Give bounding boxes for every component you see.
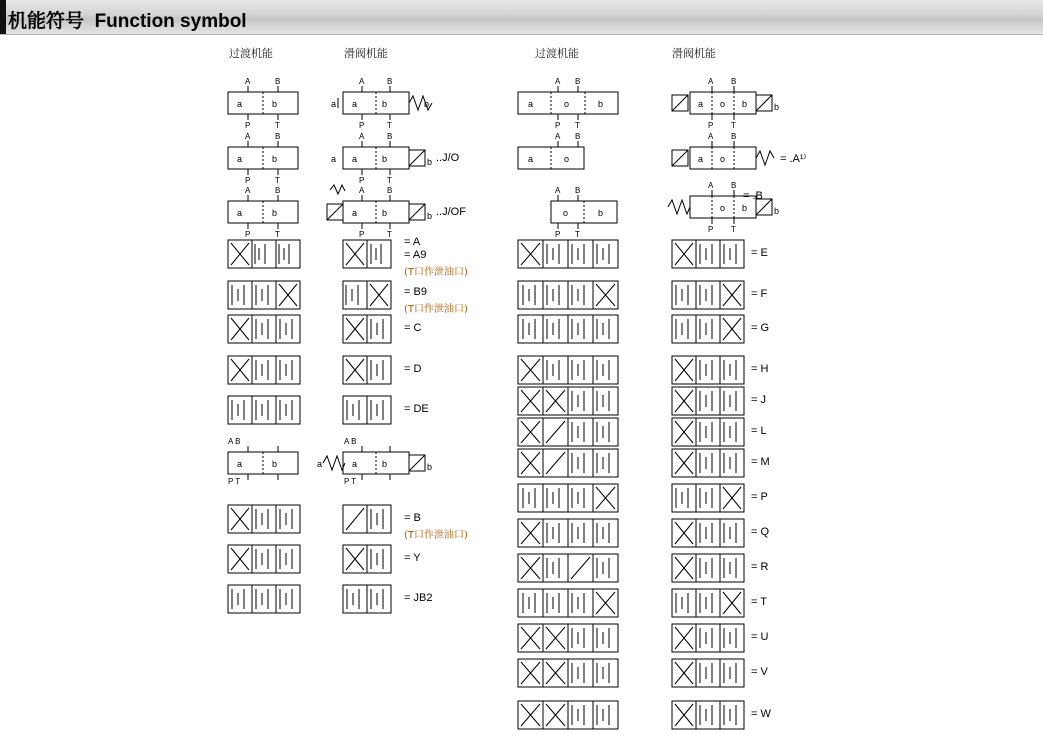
right-symbol-col4-row-7: [672, 449, 744, 477]
svg-text:a: a: [528, 154, 534, 164]
svg-text:a: a: [237, 154, 243, 164]
right-symbol-col4-row-11: [672, 589, 744, 617]
left-transition-row-3: [228, 186, 298, 239]
svg-text:b: b: [272, 154, 278, 164]
left-symbol-col1-row-2: [228, 281, 300, 309]
left-spool-row-2: [331, 132, 432, 185]
left-code-1b: = A9: [404, 249, 427, 261]
right-code-2: = F: [751, 288, 768, 300]
svg-text:A: A: [359, 186, 365, 195]
svg-text:o: o: [720, 154, 726, 164]
right-spool-row-1: [672, 77, 779, 130]
left-spool-suffix-3: ..J/OF: [436, 206, 466, 218]
left-second-symbol-col2-row-1: [343, 505, 391, 533]
right-symbol-col4-row-14: [672, 701, 744, 729]
svg-text:A: A: [708, 181, 714, 190]
right-symbol-col3-row-4: [518, 356, 618, 384]
left-spool-suffix-2: ..J/O: [436, 152, 460, 164]
right-symbol-col3-row-1: [518, 240, 618, 268]
left-code-2: = B9: [404, 286, 427, 298]
svg-text:b: b: [272, 459, 278, 469]
left-second-symbol-col1-row-2: [228, 545, 300, 573]
right-code-1: = E: [751, 247, 768, 259]
left-symbol-col2-row-4: [343, 356, 391, 384]
right-transition-row-2: [518, 132, 584, 169]
right-symbol-col4-row-13: [672, 659, 744, 687]
svg-text:a: a: [528, 99, 534, 109]
svg-text:P: P: [245, 176, 251, 185]
svg-text:T: T: [575, 121, 580, 130]
left-symbol-col2-row-5: [343, 396, 391, 424]
right-symbol-col3-row-12: [518, 624, 618, 652]
right-symbol-col4-row-4: [672, 356, 744, 384]
left2-note-1: (T口作泄油口): [404, 530, 468, 541]
right-code-7: = M: [751, 456, 770, 468]
svg-text:P: P: [245, 121, 251, 130]
svg-text:b: b: [382, 154, 388, 164]
svg-text:b: b: [382, 208, 388, 218]
svg-text:a: a: [352, 154, 358, 164]
right-spool-suffix-3: = .B: [743, 190, 763, 202]
svg-text:b: b: [424, 99, 430, 109]
left-symbol-col1-row-5: [228, 396, 300, 424]
left-code-1a: = A: [404, 236, 421, 248]
svg-text:a: a: [237, 208, 243, 218]
svg-text:b: b: [742, 99, 748, 109]
svg-text:b: b: [382, 99, 388, 109]
svg-text:A: A: [245, 132, 251, 141]
left-second-symbol-col1-row-3: [228, 585, 300, 613]
svg-text:P: P: [245, 230, 251, 239]
svg-text:T: T: [387, 230, 392, 239]
svg-text:P: P: [555, 121, 561, 130]
right-transition-row-3: [551, 186, 617, 239]
right-symbol-col3-row-2: [518, 281, 618, 309]
svg-text:T: T: [731, 225, 736, 234]
right-symbol-col3-row-8: [518, 484, 618, 512]
svg-text:A: A: [555, 186, 561, 195]
svg-text:T: T: [387, 176, 392, 185]
left-transition-row-2: [228, 132, 298, 185]
svg-text:B: B: [275, 186, 281, 195]
svg-text:o: o: [563, 208, 569, 218]
left-code-5: = DE: [404, 403, 429, 415]
svg-text:a: a: [698, 99, 704, 109]
right-code-5: = J: [751, 394, 766, 406]
svg-text:A: A: [245, 77, 251, 86]
svg-text:b: b: [382, 459, 388, 469]
svg-text:T: T: [387, 121, 392, 130]
svg-text:T: T: [731, 121, 736, 130]
left-symbol-col2-row-3: [343, 315, 391, 343]
svg-text:b: b: [742, 203, 748, 213]
svg-text:b: b: [598, 99, 604, 109]
svg-text:P: P: [708, 225, 714, 234]
right-code-14: = W: [751, 708, 771, 720]
svg-text:T: T: [275, 230, 280, 239]
svg-text:P: P: [555, 230, 561, 239]
right-code-12: = U: [751, 631, 769, 643]
right-code-3: = G: [751, 322, 770, 334]
left-symbol-col2-row-1: [343, 240, 391, 268]
svg-text:B: B: [275, 132, 281, 141]
svg-text:P: P: [359, 230, 365, 239]
svg-text:o: o: [720, 203, 726, 213]
left-second-transition-row: [228, 437, 298, 486]
right-symbol-col4-row-12: [672, 624, 744, 652]
svg-text:B: B: [731, 181, 737, 190]
svg-text:b: b: [774, 206, 780, 216]
svg-text:b: b: [427, 211, 433, 221]
right-spool-row-2: [672, 132, 774, 169]
right-symbol-col3-row-9: [518, 519, 618, 547]
right-code-4: = H: [751, 363, 769, 375]
svg-text:A B: A B: [228, 437, 241, 446]
left2-code-1: = B: [404, 512, 421, 524]
left-second-symbol-col2-row-3: [343, 585, 391, 613]
right-symbol-col3-row-3: [518, 315, 618, 343]
right-code-10: = R: [751, 561, 769, 573]
svg-text:a: a: [317, 459, 323, 469]
column-header-2: 滑阀机能: [344, 47, 388, 60]
left-note-2: (T口作泄油口): [404, 304, 468, 315]
svg-text:A B: A B: [344, 437, 357, 446]
column-header-3: 过渡机能: [535, 47, 579, 60]
left-second-symbol-col2-row-2: [343, 545, 391, 573]
right-symbol-col3-row-11: [518, 589, 618, 617]
svg-text:b: b: [272, 208, 278, 218]
svg-text:a: a: [331, 99, 337, 109]
right-symbol-col3-row-14: [518, 701, 618, 729]
svg-text:a: a: [352, 208, 358, 218]
svg-text:P: P: [708, 121, 714, 130]
right-symbol-col4-row-10: [672, 554, 744, 582]
svg-text:B: B: [387, 186, 393, 195]
svg-text:B: B: [575, 132, 581, 141]
right-transition-row-1: [518, 77, 618, 130]
svg-text:P T: P T: [344, 477, 357, 486]
svg-text:B: B: [387, 132, 393, 141]
right-code-13: = V: [751, 666, 768, 678]
right-symbol-col4-row-3: [672, 315, 744, 343]
right-code-8: = P: [751, 491, 768, 503]
svg-text:B: B: [731, 77, 737, 86]
left-code-3: = C: [404, 322, 422, 334]
right-code-6: = L: [751, 425, 767, 437]
right-symbol-col3-row-5: [518, 387, 618, 415]
right-symbol-col3-row-7: [518, 449, 618, 477]
right-spool-suffix-2: = .A¹⁾: [780, 153, 807, 165]
svg-text:b: b: [774, 102, 780, 112]
svg-text:B: B: [575, 186, 581, 195]
svg-text:A: A: [245, 186, 251, 195]
svg-text:B: B: [575, 77, 581, 86]
svg-text:o: o: [564, 99, 570, 109]
right-symbol-col4-row-1: [672, 240, 744, 268]
left-code-4: = D: [404, 363, 422, 375]
left-transition-row-1: [228, 77, 298, 130]
right-symbol-col4-row-2: [672, 281, 744, 309]
svg-text:a: a: [237, 99, 243, 109]
svg-text:a: a: [698, 154, 704, 164]
left-note-1: (T口作泄油口): [404, 267, 468, 278]
left-spool-row-3: [327, 185, 432, 239]
svg-text:b: b: [272, 99, 278, 109]
left-symbol-col2-row-2: [343, 281, 391, 309]
page-title-cn: 机能符号: [8, 10, 85, 32]
svg-text:b: b: [427, 157, 433, 167]
left2-code-2: = Y: [404, 552, 421, 564]
svg-text:A: A: [708, 77, 714, 86]
right-symbol-col4-row-8: [672, 484, 744, 512]
right-symbol-col3-row-6: [518, 418, 618, 446]
svg-text:B: B: [731, 132, 737, 141]
left-second-spool-row: [317, 437, 432, 486]
svg-text:B: B: [387, 77, 393, 86]
svg-text:T: T: [275, 121, 280, 130]
svg-text:a: a: [352, 459, 358, 469]
svg-text:a: a: [331, 154, 337, 164]
svg-text:o: o: [720, 99, 726, 109]
svg-text:b: b: [427, 462, 433, 472]
right-symbol-col3-row-10: [518, 554, 618, 582]
svg-text:P: P: [359, 121, 365, 130]
svg-text:T: T: [575, 230, 580, 239]
left-symbol-col1-row-3: [228, 315, 300, 343]
svg-text:b: b: [598, 208, 604, 218]
left-second-symbol-col1-row-1: [228, 505, 300, 533]
column-header-1: 过渡机能: [229, 47, 273, 60]
right-symbol-col3-row-13: [518, 659, 618, 687]
right-symbol-col4-row-5: [672, 387, 744, 415]
left-symbol-col1-row-1: [228, 240, 300, 268]
right-code-9: = Q: [751, 526, 770, 538]
right-symbol-col4-row-9: [672, 519, 744, 547]
svg-text:P T: P T: [228, 477, 241, 486]
column-header-4: 滑阀机能: [672, 47, 716, 60]
svg-text:A: A: [555, 77, 561, 86]
svg-text:A: A: [708, 132, 714, 141]
svg-text:B: B: [275, 77, 281, 86]
right-symbol-col4-row-6: [672, 418, 744, 446]
svg-text:T: T: [275, 176, 280, 185]
svg-text:A: A: [359, 132, 365, 141]
svg-text:a: a: [352, 99, 358, 109]
right-code-11: = T: [751, 596, 768, 608]
left-symbol-col1-row-4: [228, 356, 300, 384]
svg-text:a: a: [237, 459, 243, 469]
svg-text:o: o: [564, 154, 570, 164]
right-spool-row-3: [668, 181, 779, 234]
svg-text:P: P: [359, 176, 365, 185]
left2-code-3: = JB2: [404, 592, 433, 604]
svg-text:A: A: [555, 132, 561, 141]
left-spool-row-1: [331, 77, 432, 130]
svg-text:A: A: [359, 77, 365, 86]
page-title-en: Function symbol: [94, 11, 247, 32]
